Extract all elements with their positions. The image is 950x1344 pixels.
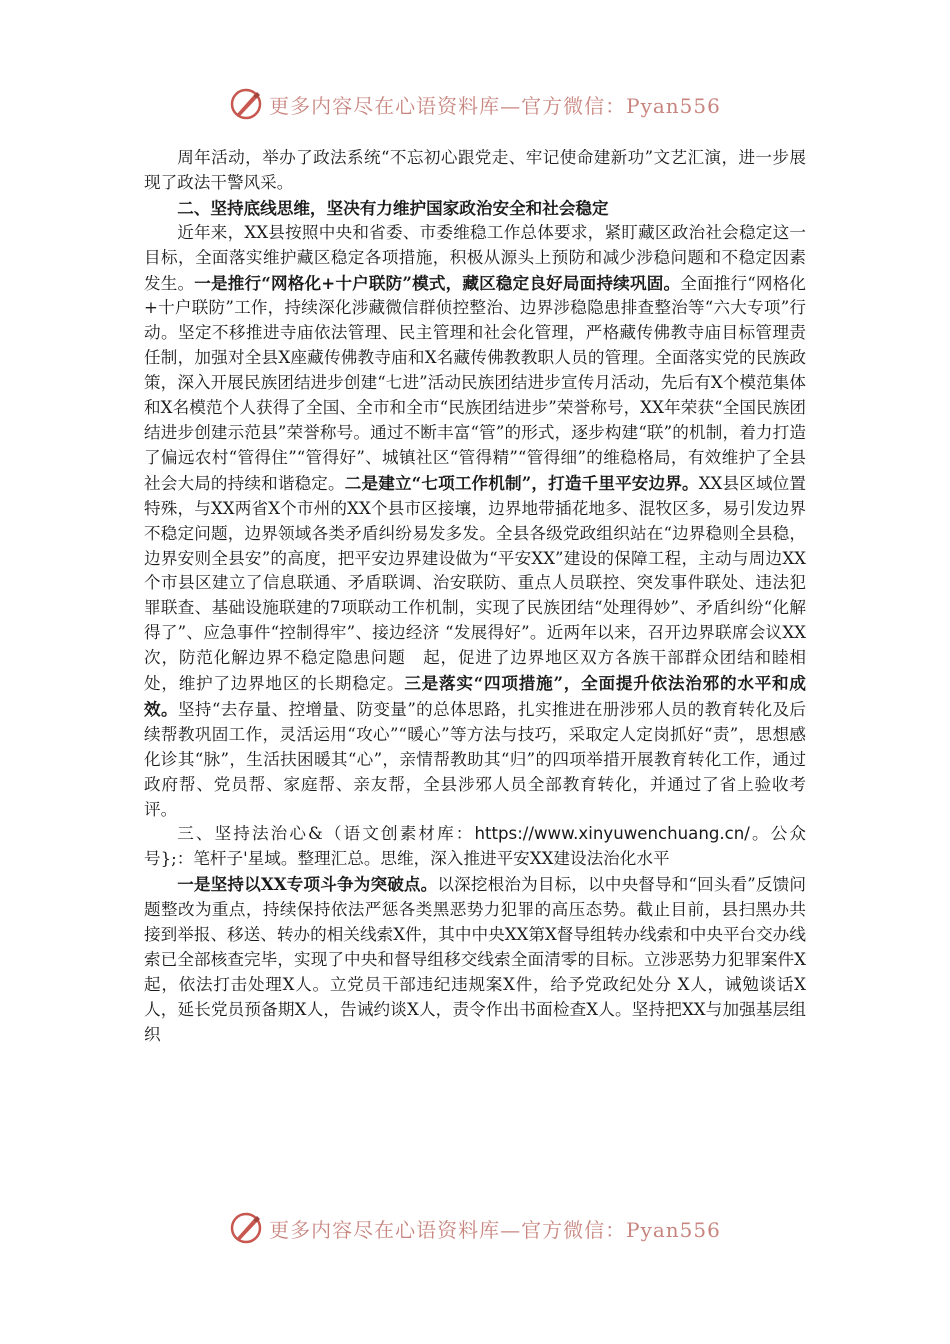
paragraph-text: 坚持“去存量、控增量、防变量”的总体思路，扎实推进在册涉邪人员的教育转化及后续帮教巩固工作，灵活运用“攻心”“暖心”等方法与技巧，采取定人定岗抓好“责”，思想感化诊其“脉”，生活扶困暖其“心”，亲情帮教助其“归”的四项举措开展教育转化工作，通过政府帮、党员帮、家庭帮、亲友帮，全县涉邪人员全部教育转化，并通过了省上验收考评。 <box>144 699 807 819</box>
bold-lead: 一是推行“网格化+十户联防”模式，藏区稳定良好局面持续巩固。 <box>194 272 681 293</box>
heading-text: 三、坚持法治心&（语文创素材库： <box>177 824 475 844</box>
bold-lead: 二是建立“七项工作机制”，打造千里平安边界。 <box>344 472 699 493</box>
paragraph-text: 全面推行“网格化+十户联防”工作，持续深化涉藏微信群侦控整治、边界涉稳隐患排查整治等“六大专项”行动。坚定不移推进寺庙依法管理、民主管理和社会化管理，严格藏传佛教寺庙目标管理责任制，加强对全县X座藏传佛教寺庙和X名藏传佛教教职人员的管理。全面落实党的民族政策，深入开展民族团结进步创建“七进”活动民族团结进步宣传月活动，先后有X个模范集体和X名模范个人获得了全国、全市和全市“民族团结进步”荣誉称号，XX年荣获“全国民族团结进步创建示范县”荣誉称号。通过不断丰富“管”的形式，逐步构建“联”的机制，着力打造了偏远农村“管得住”“管得好”、城镇社区“管得精”“管得细”的维稳格局，有效维护了全县社会大局的持续和谐稳定。 <box>144 273 807 493</box>
paragraph-text: 以深挖根治为目标，以中央督导和“回头看”反馈问题整改为重点，持续保持依法严惩各类黑恶势力犯罪的高压态势。截止目前，县扫黑办共接到举报、移送、转办的相关线索X件，其中中央XX第X督导组转办线索和中央平台交办线索已全部核查完毕，实现了中央和督导组移交线索全面清零的目标。立涉恶势力犯罪案件X起，依法打击处理X人。立党员干部违纪违规案X件，给予党政纪处分 X人，诫勉谈话X人，延长党员预备期X人，告诫约谈X人，责令作出书面检查X人。坚持把XX与加强基层组织 <box>144 875 806 1044</box>
pen-circle-logo-icon <box>229 87 263 121</box>
paragraph-text: 近年来，XX县按照中央和省委、市委维稳工作总体要求，紧盯藏区政治社会稳定这一目标，全面落实维护藏区稳定各项措施，积极从源头上预防和减少涉稳问题和不稳定因素发生。 <box>144 222 806 293</box>
section-heading: 二、坚持底线思维，坚决有力维护国家政治安全和社会稳定 <box>177 197 609 218</box>
heading-text: 。公众号};：笔杆子'星域。整理汇总。思维，深入推进平安XX建设法治化水平 <box>144 824 806 869</box>
banner-text: 更多内容尽在心语资料库—官方微信：Pyan556 <box>269 93 721 118</box>
paragraph-text: XX县区域位置特殊，与XX两省X个市州的XX个县市区接壤，边界地带插花地多、混牧区多，易引发边界不稳定问题，边界领域各类矛盾纠纷易发多发。全县各级党政组织站在“边界稳则全县稳，边界安则全县安”的高度，把平安边界建设做为“平安XX”建设的保障工程，主动与周边XX个市县区建立了信息联通、矛盾联调、治安联防、重点人员联控、突发事件联处、违法犯罪联查、基础设施联建的7项联动工作机制，实现了民族团结“处理得妙”、矛盾纠纷“化解得了”、应急事件“控制得牢”、接边经济 “发展得好”。近两年以来，召开边界联席会议XX次，防范化解边界不稳定隐患问题 起，促进了边界地区双方各族干部群众团结和睦相处，维护了边界地区的长期稳定。 <box>144 473 806 694</box>
paragraph <box>144 221 806 823</box>
footer-banner <box>0 1208 950 1248</box>
bold-lead: 三是落实“四项措施”，全面提升依法治邪的水平和成效。 <box>144 673 806 719</box>
paragraph <box>144 872 806 1047</box>
header-banner <box>0 84 950 124</box>
paragraph: 周年活动，举办了政法系统“不忘初心跟党走、牢记使命建新功”文艺汇演，进一步展现了政法干警风采。 <box>144 148 806 192</box>
document-body <box>144 146 806 1048</box>
source-link[interactable]: https://www.xinyuwenchuang.cn/ <box>474 824 750 844</box>
pen-circle-logo-icon <box>229 1211 263 1245</box>
banner-text: 更多内容尽在心语资料库—官方微信：Pyan556 <box>269 1217 721 1242</box>
section-heading <box>144 822 806 872</box>
bold-lead: 一是坚持以XX专项斗争为突破点。 <box>177 874 438 895</box>
